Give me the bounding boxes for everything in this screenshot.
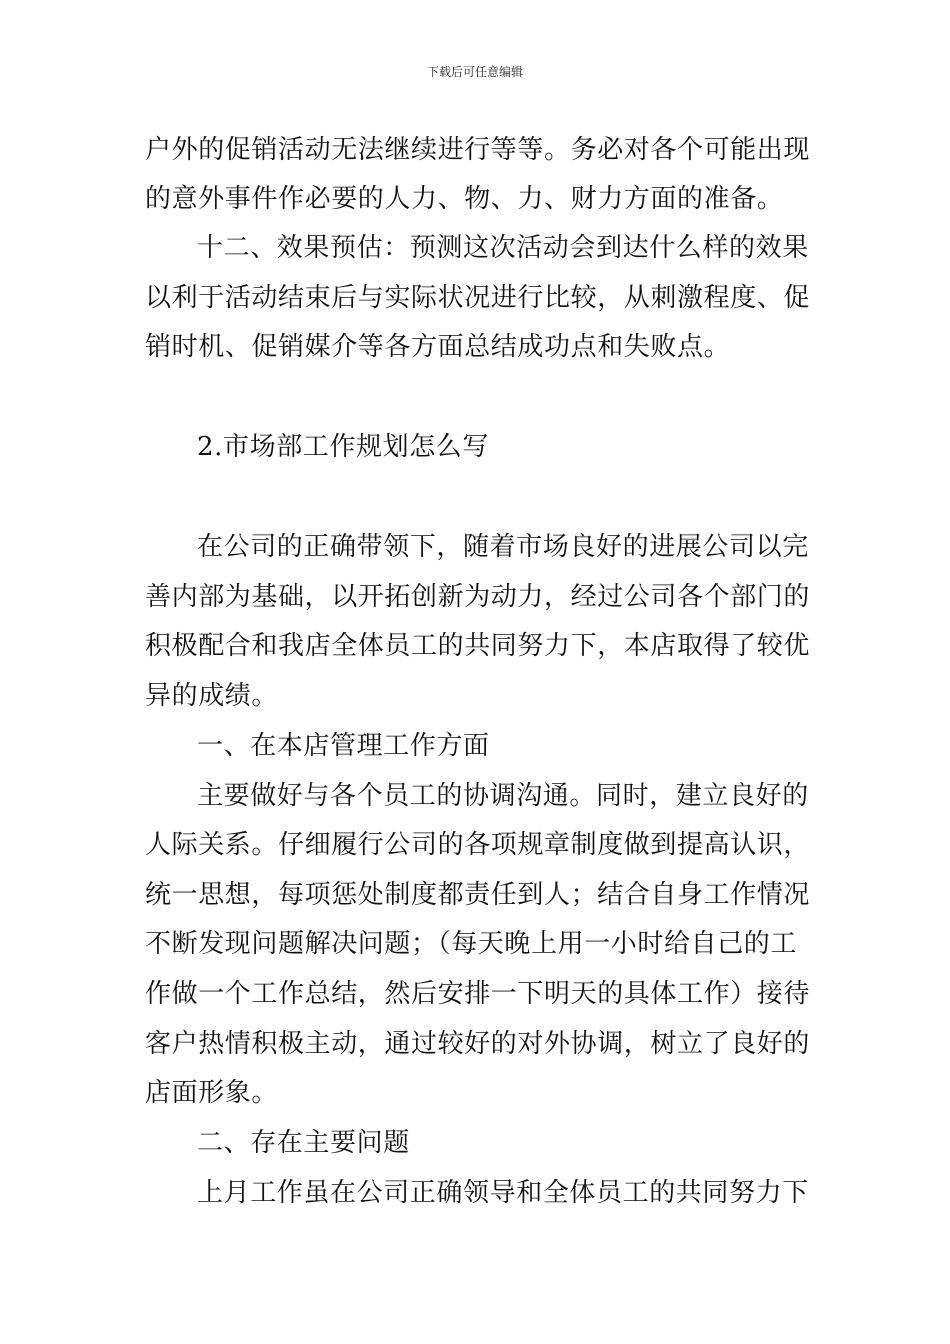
text-line: 的意外事件作必要的人力、物、力、财力方面的准备。 xyxy=(145,184,784,214)
text-line: 十二、效果预估：预测这次活动会到达什么样的效果 xyxy=(197,233,809,263)
text-line: 积极配合和我店全体员工的共同努力下，本店取得了较优 xyxy=(145,631,811,661)
section-heading: 2.市场部工作规划怎么写 xyxy=(197,432,490,462)
text-line: 善内部为基础，以开拓创新为动力，经过公司各个部门的 xyxy=(145,582,811,612)
text-line: 店面形象。 xyxy=(145,1078,279,1108)
subheading: 二、存在主要问题 xyxy=(197,1128,410,1158)
text-line: 销时机、促销媒介等各方面总结成功点和失败点。 xyxy=(145,332,731,362)
page-header: 下载后可任意编辑 xyxy=(426,65,523,79)
text-line: 人际关系。仔细履行公司的各项规章制度做到提高认识， xyxy=(145,830,811,860)
text-line: 在公司的正确带领下，随着市场良好的进展公司以完 xyxy=(197,532,809,562)
text-line: 以利于活动结束后与实际状况进行比较，从刺激程度、促 xyxy=(145,283,811,313)
text-line: 异的成绩。 xyxy=(145,681,279,711)
text-line: 客户热情积极主动，通过较好的对外协调，树立了良好的 xyxy=(145,1029,811,1059)
text-line: 上月工作虽在公司正确领导和全体员工的共同努力下 xyxy=(197,1178,809,1208)
text-line: 不断发现问题解决问题；（每天晚上用一小时给自己的工 xyxy=(145,929,798,959)
text-line: 统一思想，每项惩处制度都责任到人；结合自身工作情况 xyxy=(145,880,811,910)
text-line: 主要做好与各个员工的协调沟通。同时，建立良好的 xyxy=(197,781,809,811)
text-line: 户外的促销活动无法继续进行等等。务必对各个可能出现 xyxy=(145,135,811,165)
subheading: 一、在本店管理工作方面 xyxy=(197,731,490,761)
text-line: 作做一个工作总结，然后安排一下明天的具体工作）接待 xyxy=(145,979,811,1009)
